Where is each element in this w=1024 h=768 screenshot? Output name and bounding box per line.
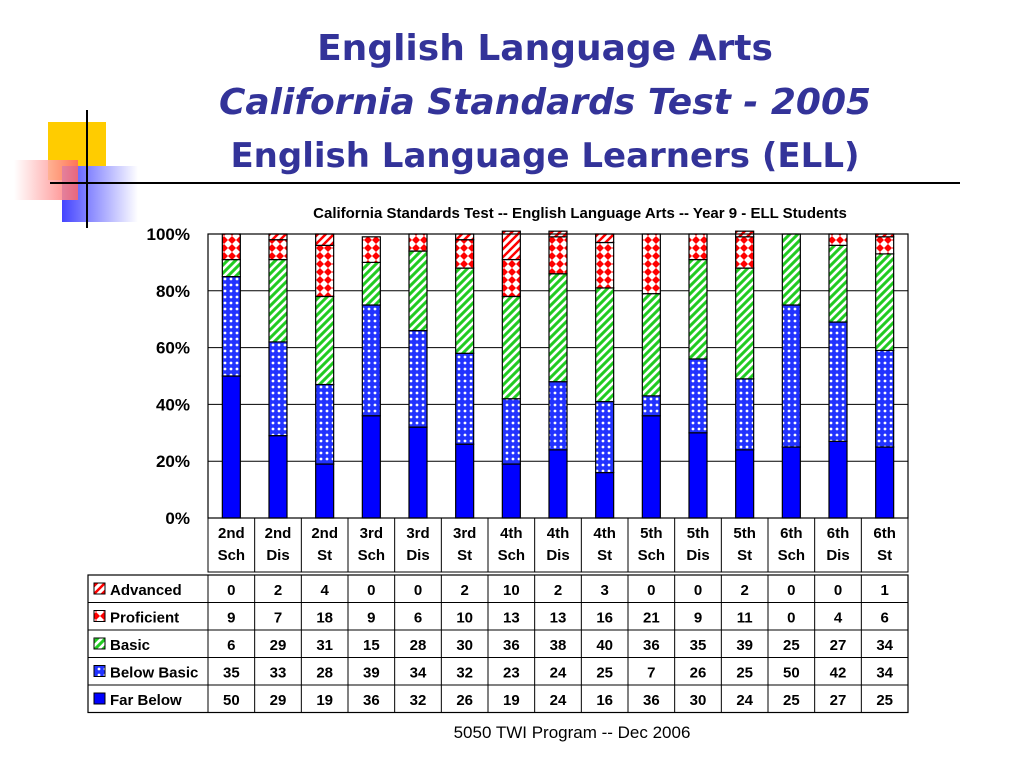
table-cell-value: 7 (273, 609, 283, 627)
table-cell-value: 36 (362, 692, 380, 709)
slide-footer: 5050 TWI Program -- Dec 2006 (410, 712, 734, 743)
x-tick-label: Sch (217, 547, 246, 564)
bar-segment-far-below (689, 433, 707, 518)
table-cell-value: 29 (269, 692, 287, 709)
table-cell-value: 9 (367, 609, 376, 627)
table-cell-value: 10 (502, 582, 520, 599)
bar-segment-basic (316, 296, 334, 384)
table-cell-value: 25 (782, 692, 800, 709)
table-cell-value: 34 (409, 664, 427, 682)
legend-key-proficient (94, 611, 105, 622)
x-tick-label: 6th (873, 525, 896, 542)
table-cell-value: 30 (456, 637, 474, 654)
x-tick-label: Dis (826, 547, 850, 564)
table-cell-value: 26 (456, 692, 474, 709)
bar-segment-below-basic (549, 382, 567, 450)
table-cell-value: 16 (596, 609, 614, 627)
table-cell-value: 35 (689, 637, 707, 654)
table-cell-value: 23 (502, 664, 520, 682)
table-cell-value: 11 (736, 609, 753, 627)
table-cell-value: 0 (647, 582, 656, 599)
table-cell-value: 21 (642, 609, 660, 627)
x-tick-label: St (737, 547, 753, 564)
x-tick-label: St (597, 547, 613, 564)
bar-segment-proficient (596, 243, 614, 288)
table-cell-value: 50 (782, 664, 800, 682)
table-cell-value: 6 (413, 609, 423, 627)
table-cell-value: 32 (409, 692, 427, 709)
bar-segment-advanced (596, 234, 614, 243)
legend-label-far-below: Far Below (110, 692, 182, 709)
x-tick-label: St (877, 547, 893, 564)
legend-label-basic: Basic (110, 637, 151, 654)
slide-subtitle-2: English Language Learners (ELL) (230, 136, 860, 176)
table-cell-value: 0 (833, 582, 843, 599)
x-tick-label: Sch (777, 547, 806, 564)
table-cell-value: 25 (876, 692, 894, 709)
bar-segment-proficient (222, 234, 240, 260)
bar-segment-proficient (362, 237, 380, 263)
y-tick-label: 60% (155, 338, 190, 358)
bar-segment-basic (876, 254, 894, 351)
table-cell-value: 6 (227, 637, 236, 654)
table-cell-value: 27 (829, 692, 847, 709)
table-cell-value: 0 (227, 582, 236, 599)
table-cell-value: 3 (600, 582, 609, 599)
bar-segment-proficient (829, 234, 847, 245)
bar-segment-basic (736, 268, 754, 379)
bar-segment-below-basic (596, 402, 614, 473)
x-tick-label: 5th (733, 525, 756, 542)
table-cell-value: 4 (320, 582, 329, 599)
x-tick-label: Dis (686, 547, 710, 564)
bar-segment-below-basic (409, 331, 427, 428)
table-cell-value: 24 (549, 692, 567, 709)
bar-segment-far-below (222, 376, 240, 518)
table-cell-value: 39 (736, 637, 754, 654)
bar-segment-basic (782, 234, 800, 305)
y-tick-label: 40% (155, 395, 190, 415)
table-cell-value: 25 (736, 664, 754, 682)
bar-segment-proficient (549, 237, 567, 274)
table-cell-value: 16 (596, 692, 614, 709)
table-cell-value: 30 (689, 692, 707, 709)
table-cell-value: 4 (833, 609, 843, 627)
bar-segment-below-basic (736, 379, 754, 450)
table-cell-value: 34 (876, 637, 894, 654)
bar-segment-below-basic (689, 359, 707, 433)
bar-segment-basic (596, 288, 614, 402)
x-tick-label: 5th (686, 525, 710, 542)
bar-segment-basic (549, 274, 567, 382)
bar-segment-far-below (876, 447, 894, 518)
table-cell-value: 33 (269, 664, 287, 682)
x-tick-label: 3rd (452, 525, 477, 542)
x-tick-label: 6th (780, 525, 803, 542)
x-tick-label: 2nd (264, 525, 292, 542)
legend-label-proficient: Proficient (110, 609, 180, 627)
x-tick-label: St (317, 547, 333, 564)
bar-segment-proficient (689, 234, 707, 260)
x-tick-label: Sch (357, 547, 386, 564)
bar-segment-proficient (316, 245, 334, 296)
bar-segment-basic (222, 260, 240, 277)
table-cell-value: 26 (689, 664, 707, 682)
bar-segment-far-below (596, 473, 614, 518)
bar-segment-below-basic (829, 322, 847, 441)
table-cell-value: 36 (502, 637, 520, 654)
bar-segment-basic (689, 260, 707, 359)
table-cell-value: 39 (362, 664, 380, 682)
bar-segment-far-below (502, 464, 520, 518)
x-tick-label: Sch (497, 547, 526, 564)
bar-segment-proficient (502, 260, 520, 297)
bar-segment-basic (502, 296, 520, 398)
y-tick-label: 80% (155, 281, 190, 301)
table-cell-value: 2 (273, 582, 283, 599)
table-cell-value: 10 (456, 609, 474, 627)
table-cell-value: 42 (829, 664, 847, 682)
table-cell-value: 9 (227, 609, 236, 627)
bar-segment-below-basic (876, 350, 894, 447)
chart-title: California Standards Test -- English Language Arts -- Year 9 - ELL Students (313, 205, 847, 222)
bar-segment-basic (829, 245, 847, 322)
table-cell-value: 18 (316, 609, 334, 627)
x-tick-label: 6th (826, 525, 850, 542)
bar-segment-advanced (269, 234, 287, 240)
slide-subtitle: California Standards Test - 2005 (218, 82, 872, 123)
y-tick-label: 0% (165, 509, 190, 528)
bar-segment-below-basic (456, 353, 474, 444)
x-tick-label: Sch (637, 547, 666, 564)
table-cell-value: 0 (413, 582, 423, 599)
legend-key-basic (94, 638, 105, 649)
table-cell-value: 9 (693, 609, 703, 627)
table-cell-value: 0 (787, 609, 796, 627)
table-cell-value: 25 (782, 637, 800, 654)
bar-segment-proficient (456, 240, 474, 268)
bar-segment-basic (269, 260, 287, 342)
x-tick-label: Dis (546, 547, 570, 564)
bar-segment-below-basic (642, 396, 660, 416)
bar-segment-below-basic (362, 305, 380, 416)
table-cell-value: 0 (787, 582, 796, 599)
x-tick-label: 4th (593, 525, 616, 542)
x-tick-label: 4th (500, 525, 523, 542)
bar-segment-below-basic (316, 385, 334, 465)
slide-title: English Language Arts (317, 28, 773, 69)
table-cell-value: 40 (596, 637, 614, 654)
bar-segment-proficient (642, 234, 660, 294)
bar-segment-basic (362, 262, 380, 305)
table-cell-value: 0 (693, 582, 703, 599)
table-cell-value: 28 (316, 664, 334, 682)
table-cell-value: 35 (222, 664, 240, 682)
table-cell-value: 36 (642, 692, 660, 709)
x-tick-label: 3rd (359, 525, 384, 542)
table-cell-value: 6 (880, 609, 889, 627)
table-cell-value: 15 (362, 637, 380, 654)
bar-segment-proficient (409, 234, 427, 251)
x-tick-label: St (457, 547, 473, 564)
table-cell-value: 24 (736, 692, 754, 709)
bar-segment-advanced (456, 234, 474, 240)
table-cell-value: 7 (647, 664, 656, 682)
legend-label-advanced: Advanced (110, 582, 182, 599)
bar-segment-below-basic (222, 277, 240, 376)
bar-segment-far-below (782, 447, 800, 518)
bar-segment-advanced (502, 231, 520, 259)
legend-key-below-basic (94, 666, 105, 677)
table-cell-value: 1 (880, 582, 889, 599)
bar-segment-far-below (549, 450, 567, 518)
legend-label-below-basic: Below Basic (110, 664, 199, 682)
bar-segment-far-below (362, 416, 380, 518)
x-tick-label: 2nd (311, 525, 339, 542)
table-cell-value: 2 (740, 582, 749, 599)
y-tick-label: 20% (155, 452, 190, 472)
table-cell-value: 19 (316, 692, 334, 709)
bar-segment-basic (409, 251, 427, 331)
bar-segment-far-below (642, 416, 660, 518)
bar-segment-far-below (456, 444, 474, 518)
bar-segment-below-basic (502, 399, 520, 464)
bar-segment-far-below (736, 450, 754, 518)
bar-segment-proficient (736, 237, 754, 268)
table-cell-value: 34 (876, 664, 894, 682)
bar-segment-proficient (876, 237, 894, 254)
table-cell-value: 38 (549, 637, 567, 654)
y-tick-label: 100% (146, 225, 190, 244)
x-tick-label: 3rd (406, 525, 430, 542)
bar-segment-far-below (829, 441, 847, 518)
table-cell-value: 29 (269, 637, 287, 654)
table-cell-value: 27 (829, 637, 847, 654)
bar-segment-below-basic (782, 305, 800, 447)
bar-segment-below-basic (269, 342, 287, 436)
table-cell-value: 31 (316, 637, 334, 654)
table-cell-value: 13 (502, 609, 520, 627)
bar-segment-far-below (316, 464, 334, 518)
x-tick-label: 5th (640, 525, 663, 542)
table-cell-value: 13 (549, 609, 567, 627)
x-tick-label: Dis (406, 547, 430, 564)
legend-key-advanced (94, 583, 105, 594)
bar-segment-far-below (269, 436, 287, 518)
table-cell-value: 32 (456, 664, 474, 682)
bar-segment-basic (456, 268, 474, 353)
table-cell-value: 25 (596, 664, 614, 682)
x-tick-label: 4th (546, 525, 570, 542)
table-cell-value: 24 (549, 664, 567, 682)
table-cell-value: 50 (222, 692, 240, 709)
table-cell-value: 2 (553, 582, 563, 599)
bar-segment-far-below (409, 427, 427, 518)
table-cell-value: 2 (460, 582, 469, 599)
x-tick-label: Dis (266, 547, 290, 564)
x-tick-label: 2nd (217, 525, 245, 542)
table-cell-value: 0 (367, 582, 376, 599)
legend-key-far-below (94, 693, 105, 704)
bar-segment-advanced (316, 234, 334, 245)
table-cell-value: 19 (502, 692, 520, 709)
bar-segment-proficient (269, 240, 287, 260)
table-cell-value: 28 (409, 637, 427, 654)
bar-segment-basic (642, 294, 660, 396)
table-cell-value: 36 (642, 637, 660, 654)
